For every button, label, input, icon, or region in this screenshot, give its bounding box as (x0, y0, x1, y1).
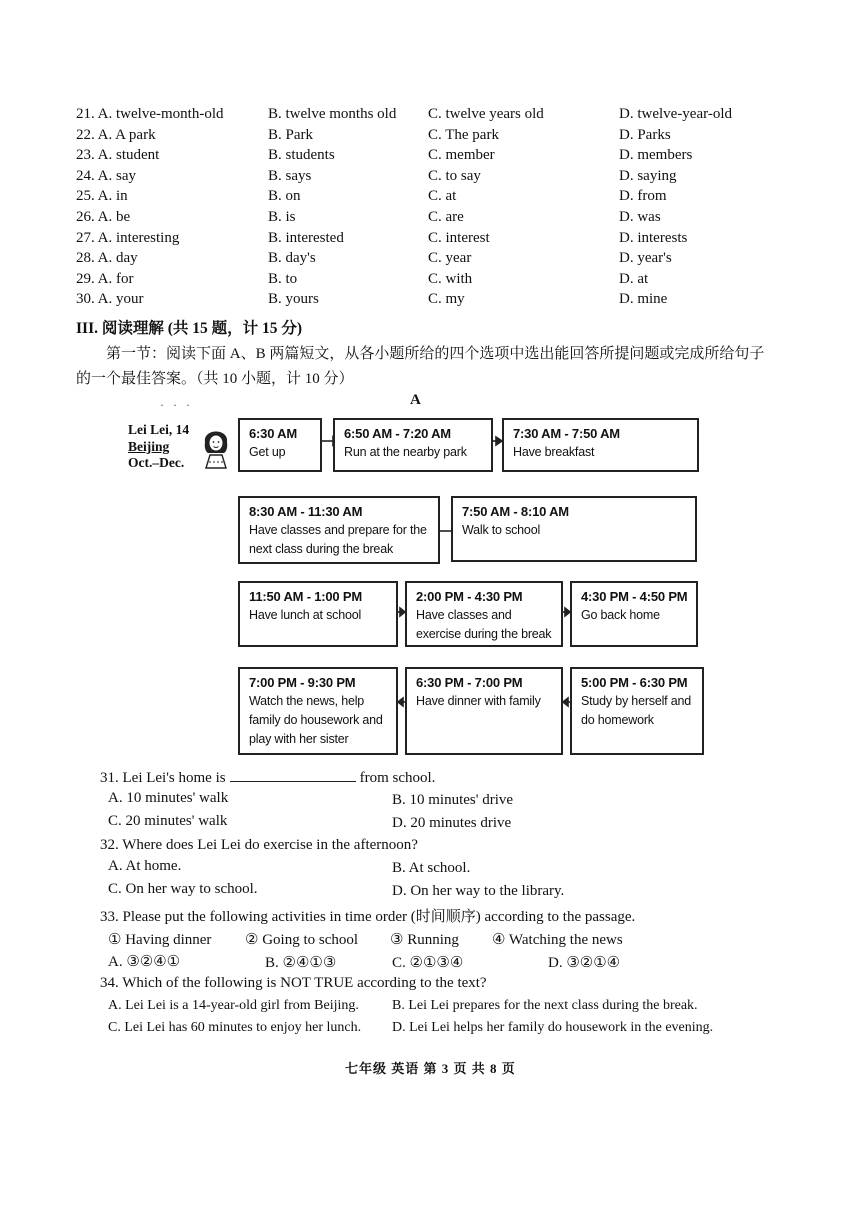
option-d[interactable]: D. year's (619, 250, 672, 267)
q32-option-b[interactable]: B. At school. (392, 860, 471, 876)
q34-option-c[interactable]: C. Lei Lei has 60 minutes to enjoy her lunch. (108, 1020, 362, 1035)
schedule-activity: Get up (249, 445, 286, 459)
section-instruction: 第一节：阅读下面 A、B 两篇短文，从各小题所给的四个选项中选出能回答所提问题或完成所给句子的一个最佳答案。（共 10 小题，计 10 分） (76, 346, 765, 387)
schedule-activity: Run at the nearby park (344, 445, 467, 459)
schedule-activity: Have lunch at school (249, 608, 362, 622)
option-b[interactable]: B. to (268, 270, 298, 287)
schedule-box-lunch (238, 581, 398, 647)
schedule-box-walk-to-school (451, 496, 697, 562)
option-d[interactable]: D. interests (619, 229, 688, 246)
option-c[interactable]: C. with (428, 270, 473, 287)
option-b[interactable]: B. Park (268, 126, 313, 143)
q33-item-3: ③ Running (390, 932, 459, 948)
schedule-time: 4:30 PM - 4:50 PM (581, 589, 688, 604)
schedule-activity: Study by herself and do homework (581, 694, 691, 727)
q34-option-d[interactable]: D. Lei Lei helps her family do housework in the evening. (392, 1020, 714, 1035)
section-title: III. 阅读理解 (共 15 题，计 15 分) (76, 320, 303, 337)
schedule-box-evening (238, 667, 398, 755)
q33-option-b[interactable]: B. ②④①③ (265, 955, 337, 971)
schedule-activity: Have breakfast (513, 445, 595, 459)
option-c[interactable]: C. interest (428, 229, 490, 246)
option-c[interactable]: C. year (428, 250, 472, 267)
option-d[interactable]: D. twelve-year-old (619, 106, 732, 122)
option-d[interactable]: D. saying (619, 167, 677, 184)
option-c[interactable]: C. at (428, 188, 457, 205)
scan-dots: · · · (160, 398, 193, 412)
q32-option-a[interactable]: A. At home. (108, 858, 182, 874)
option-b[interactable]: B. twelve months old (268, 106, 397, 122)
question-31 (100, 767, 435, 787)
option-b[interactable]: B. on (268, 188, 301, 205)
schedule-box-classes-morning (238, 496, 440, 564)
schedule-box-run (333, 418, 493, 472)
q32-option-c[interactable]: C. On her way to school. (108, 881, 258, 897)
q33-option-c[interactable]: C. ②①③④ (392, 955, 464, 971)
option-b[interactable]: B. students (268, 147, 335, 164)
option-c[interactable]: C. member (428, 147, 495, 164)
q34-option-a[interactable]: A. Lei Lei is a 14-year-old girl from Beijing. (108, 998, 359, 1013)
passage-label: A (410, 392, 421, 408)
question-stem: 31. Lei Lei's home is (100, 770, 226, 786)
option-b[interactable]: B. is (268, 208, 296, 225)
schedule-box-classes-afternoon (405, 581, 563, 647)
q33-item-4: ④ Watching the news (492, 932, 623, 948)
schedule-time: 11:50 AM - 1:00 PM (249, 589, 362, 604)
schedule-activity: Have classes and prepare for the next class during the break (249, 523, 427, 556)
q31-option-a[interactable]: A. 10 minutes' walk (108, 790, 229, 806)
option-a[interactable]: 27. A. interesting (76, 229, 180, 246)
option-a[interactable]: 22. A. A park (76, 126, 156, 143)
profile-city: Beijing (128, 438, 170, 454)
option-d[interactable]: D. from (619, 188, 667, 205)
schedule-box-get-up (238, 418, 322, 472)
schedule-activity: Have classes and exercise during the break (416, 608, 552, 641)
option-b[interactable]: B. says (268, 167, 312, 184)
option-b[interactable]: B. day's (268, 250, 316, 267)
option-a[interactable]: 24. A. say (76, 167, 136, 184)
option-a[interactable]: 26. A. be (76, 208, 131, 225)
option-a[interactable]: 25. A. in (76, 188, 128, 205)
option-d[interactable]: D. Parks (619, 126, 671, 143)
option-c[interactable]: C. twelve years old (428, 106, 544, 122)
q33-item-1: ① Having dinner (108, 932, 212, 948)
page-footer: 七年级 英语 第 3 页 共 8 页 (345, 1061, 516, 1076)
q31-option-c[interactable]: C. 20 minutes' walk (108, 813, 228, 829)
option-b[interactable]: B. interested (268, 229, 344, 246)
schedule-time: 7:00 PM - 9:30 PM (249, 675, 356, 690)
answer-blank[interactable] (230, 767, 356, 782)
option-c[interactable]: C. my (428, 291, 465, 308)
schedule-activity: Watch the news, help family do housework and play with her sister (249, 694, 383, 746)
q33-option-d[interactable]: D. ③②①④ (548, 955, 621, 971)
option-d[interactable]: D. mine (619, 291, 668, 308)
schedule-activity: Have dinner with family (416, 694, 541, 708)
option-c[interactable]: C. to say (428, 167, 481, 184)
schedule-time: 5:00 PM - 6:30 PM (581, 675, 688, 690)
schedule-box-dinner (405, 667, 563, 755)
schedule-time: 2:00 PM - 4:30 PM (416, 589, 523, 604)
option-d[interactable]: D. members (619, 147, 693, 164)
q31-option-b[interactable]: B. 10 minutes' drive (392, 792, 514, 808)
profile-name-age: Lei Lei, 14 (128, 422, 190, 437)
option-d[interactable]: D. was (619, 208, 661, 225)
schedule-box-go-home (570, 581, 698, 647)
schedule-time: 6:50 AM - 7:20 AM (344, 426, 451, 441)
option-a[interactable]: 30. A. your (76, 291, 144, 308)
q31-option-d[interactable]: D. 20 minutes drive (392, 815, 512, 831)
option-a[interactable]: 29. A. for (76, 270, 134, 287)
schedule-box-homework (570, 667, 704, 755)
schedule-time: 7:30 AM - 7:50 AM (513, 426, 620, 441)
question-33: 33. Please put the following activities in time order (时间顺序) according to the passage. (100, 909, 636, 925)
question-34: 34. Which of the following is NOT TRUE according to the text? (100, 975, 487, 991)
profile-period: Oct.–Dec. (128, 455, 185, 470)
q33-option-a[interactable]: A. ③②④① (108, 954, 181, 970)
q34-option-b[interactable]: B. Lei Lei prepares for the next class during the break. (392, 998, 698, 1013)
question-32: 32. Where does Lei Lei do exercise in the afternoon? (100, 837, 418, 853)
q32-option-d[interactable]: D. On her way to the library. (392, 883, 565, 899)
schedule-activity: Walk to school (462, 523, 541, 537)
option-c[interactable]: C. are (428, 208, 464, 225)
schedule-time: 8:30 AM - 11:30 AM (249, 504, 363, 519)
schedule-time: 6:30 AM (249, 426, 297, 441)
option-a[interactable]: 28. A. day (76, 250, 138, 267)
schedule-activity: Go back home (581, 608, 660, 622)
schedule-time: 6:30 PM - 7:00 PM (416, 675, 523, 690)
question-stem-end: from school. (359, 770, 436, 786)
option-a[interactable]: 23. A. student (76, 147, 160, 164)
option-d[interactable]: D. at (619, 270, 649, 287)
option-a[interactable]: 21. A. twelve-month-old (76, 106, 224, 122)
option-c[interactable]: C. The park (428, 126, 499, 143)
option-b[interactable]: B. yours (268, 291, 319, 308)
schedule-box-breakfast (502, 418, 699, 472)
q33-item-2: ② Going to school (245, 932, 359, 948)
schedule-time: 7:50 AM - 8:10 AM (462, 504, 569, 519)
